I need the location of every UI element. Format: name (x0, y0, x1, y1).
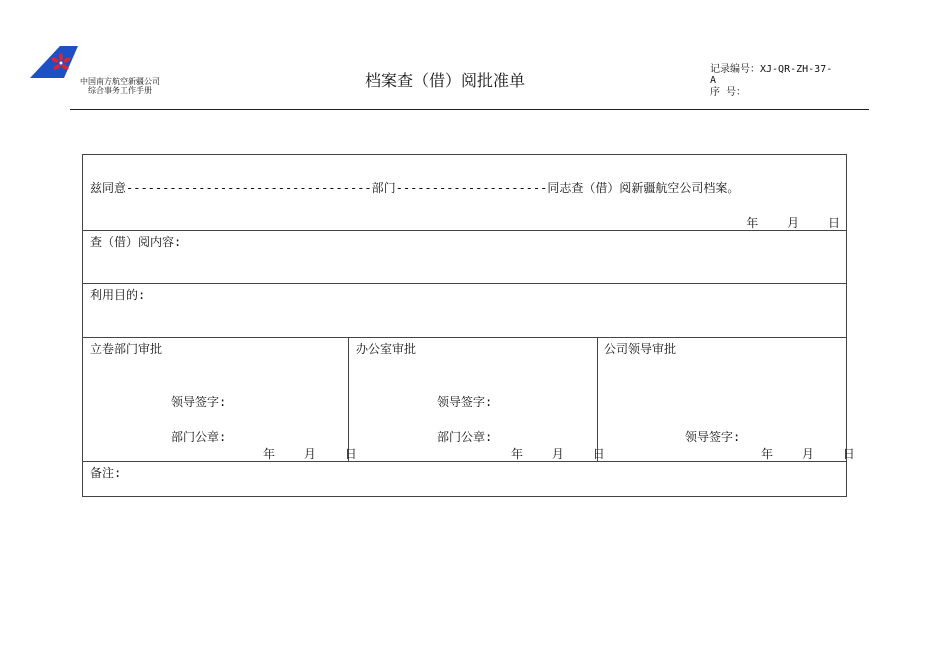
row-divider (83, 230, 846, 231)
column-divider (597, 337, 598, 461)
consent-statement: 兹同意----------------------------------部门---------------------同志查（借）阅新疆航空公司档案。 (90, 181, 740, 195)
company-name: 中国南方航空新疆公司 (80, 77, 160, 86)
consent-date: 年 月 日 (746, 216, 840, 230)
serial-number-label: 序 号： (710, 87, 747, 98)
leader-signature-label: 领导签字: (685, 430, 741, 444)
office-signature-label: 领导签字: (437, 395, 493, 409)
leader-approval-date: 年 月 日 (761, 447, 855, 461)
row-divider (83, 337, 846, 338)
airline-logo (30, 46, 78, 78)
office-seal-label: 部门公章: (437, 430, 493, 444)
dept-signature-label: 领导签字: (171, 395, 227, 409)
office-approval-title: 办公室审批 (356, 342, 417, 356)
office-approval-date: 年 月 日 (511, 447, 605, 461)
dept-approval-title: 立卷部门审批 (90, 342, 163, 356)
row-divider (83, 461, 846, 462)
dept-approval-date: 年 月 日 (263, 447, 357, 461)
purpose-label: 利用目的: (90, 288, 146, 302)
header-divider (70, 109, 869, 110)
approval-form-table (82, 154, 855, 497)
manual-name: 综合事务工作手册 (88, 86, 152, 95)
content-label: 查（借）阅内容: (90, 235, 182, 249)
leader-approval-title: 公司领导审批 (604, 342, 677, 356)
page-title: 档案查（借）阅批准单 (364, 71, 525, 90)
record-number-label: 记录编号：XJ-QR-ZH-37- (710, 64, 833, 75)
dept-seal-label: 部门公章: (171, 430, 227, 444)
remarks-label: 备注: (90, 466, 122, 480)
record-number-suffix: A (710, 75, 717, 86)
row-divider (83, 283, 846, 284)
column-divider (348, 337, 349, 461)
